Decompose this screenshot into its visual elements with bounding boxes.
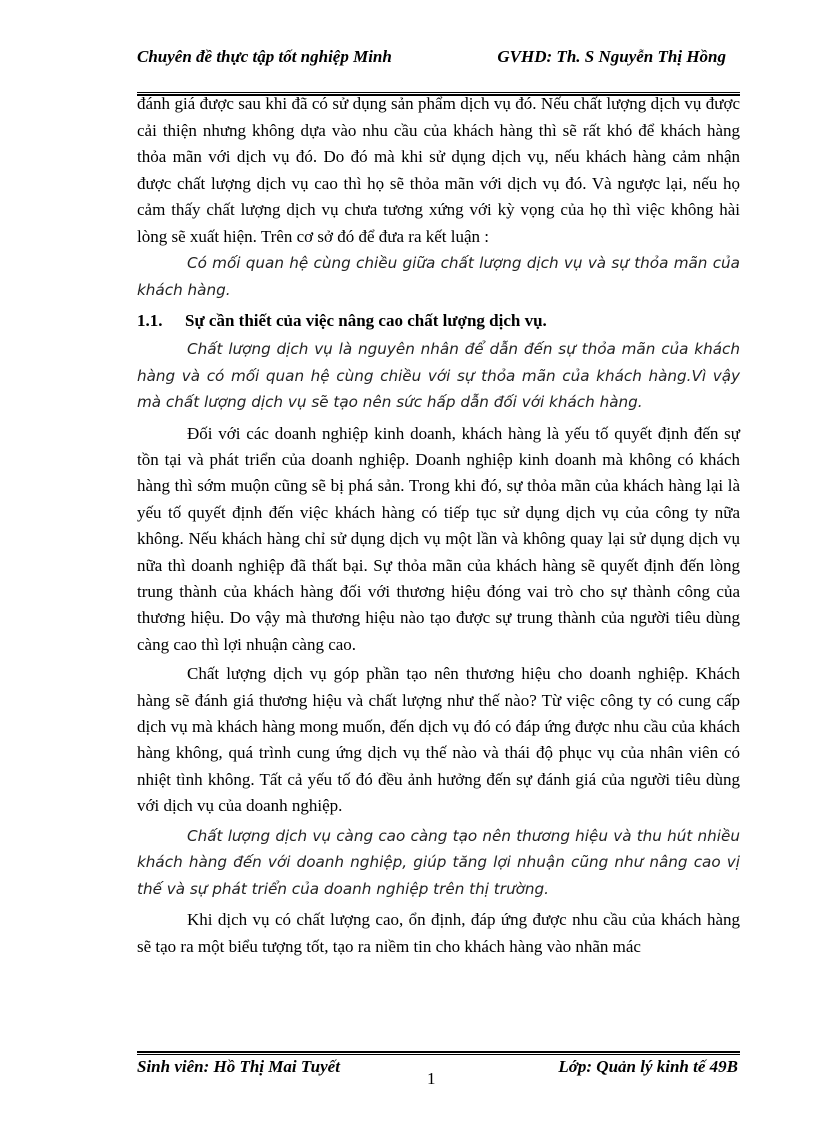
footer-divider xyxy=(137,1051,740,1055)
page-header xyxy=(137,46,740,92)
header-supervisor: GVHD: Th. S Nguyễn Thị Hồng xyxy=(497,47,726,66)
document-body xyxy=(137,91,740,960)
section-heading xyxy=(137,306,740,336)
section-title: Sự cần thiết của việc nâng cao chất lượng dịch vụ. xyxy=(185,311,547,330)
header-document-title: Chuyên đề thực tập tốt nghiệp Minh xyxy=(137,47,392,66)
paragraph-4: Đối với các doanh nghiệp kinh doanh, khách hàng là yếu tố quyết định đến sự tồn tại và phát triển của doanh nghiệp. Doanh nghiệp kinh doanh mà không có khách hàng thì sớm muộn cũng sẽ bị phá sản. Trong khi đó, sự thỏa mãn của khách hàng lại là yếu tố quyết định đến việc khách hàng có tiếp tục sử dụng dịch vụ của công ty nữa không. Nếu khách hàng chỉ sử dụng dịch vụ một lần và không quay lại sử dụng dịch vụ nữa thì doanh nghiệp đã thất bại. Sự thỏa mãn của khách hàng sẽ quyết định đến lòng trung thành của khách hàng đối với thương hiệu đóng vai trò cho sự thành công của thương hiệu. Do vậy mà thương hiệu nào tạo được sự trung thành của người tiêu dùng càng cao thì lợi nhuận càng cao. xyxy=(137,423,740,654)
section-number: 1.1. xyxy=(137,311,163,330)
paragraph-7: Khi dịch vụ có chất lượng cao, ổn định, đáp ứng được nhu cầu của khách hàng sẽ tạo ra một biểu tượng tốt, tạo ra niềm tin cho khách hàng vào nhãn mác xyxy=(137,910,740,957)
paragraph-conclusion: Có mối quan hệ cùng chiều giữa chất lượng dịch vụ và sự thỏa mãn của khách hàng. xyxy=(137,254,740,299)
paragraph-6: Chất lượng dịch vụ càng cao càng tạo nên thương hiệu và thu hút nhiều khách hàng đến với doanh nghiệp, giúp tăng lợi nhuận cũng như nâng cao vị thế và sự phát triển của doanh nghiệp trên thị trường. xyxy=(137,826,740,898)
page-number: 1 xyxy=(427,1069,436,1088)
page-footer xyxy=(137,1057,740,1087)
footer-student: Sinh viên: Hồ Thị Mai Tuyết xyxy=(137,1057,340,1076)
footer-class: Lớp: Quản lý kinh tế 49B xyxy=(558,1057,738,1076)
paragraph-3: Chất lượng dịch vụ là nguyên nhân để dẫn đến sự thỏa mãn của khách hàng và có mối quan hệ cùng chiều với sự thỏa mãn của khách hàng.Vì vậy mà chất lượng dịch vụ sẽ tạo nên sức hấp dẫn đối với khách hàng. xyxy=(137,340,740,411)
paragraph-5: Chất lượng dịch vụ góp phần tạo nên thương hiệu cho doanh nghiệp. Khách hàng sẽ đánh giá thương hiệu và chất lượng như thế nào? Từ việc công ty có cung cấp dịch vụ mà khách hàng mong muốn, đến dịch vụ đó có đáp ứng được nhu cầu của khách hàng không, quá trình cung ứng dịch vụ thế nào và thái độ phục vụ của nhân viên có nhiệt tình không. Tất cả yếu tố đó đều ảnh hưởng đến sự đánh giá của người tiêu dùng với dịch vụ của doanh nghiệp. xyxy=(137,664,740,816)
paragraph-1: đánh giá được sau khi đã có sử dụng sản phẩm dịch vụ đó. Nếu chất lượng dịch vụ được cải thiện nhưng không dựa vào nhu cầu của khách hàng thì sẽ rất khó để khách hàng thỏa mãn với dịch vụ đó. Do đó mà khi sử dụng dịch vụ, nếu khách hàng cảm nhận được chất lượng dịch vụ cao thì họ sẽ thỏa mãn với dịch vụ đó. Và ngược lại, nếu họ cảm thấy chất lượng dịch vụ chưa tương xứng với kỳ vọng của họ thì việc không hài lòng sẽ xuất hiện. Trên cơ sở đó để đưa ra kết luận : xyxy=(137,94,740,246)
